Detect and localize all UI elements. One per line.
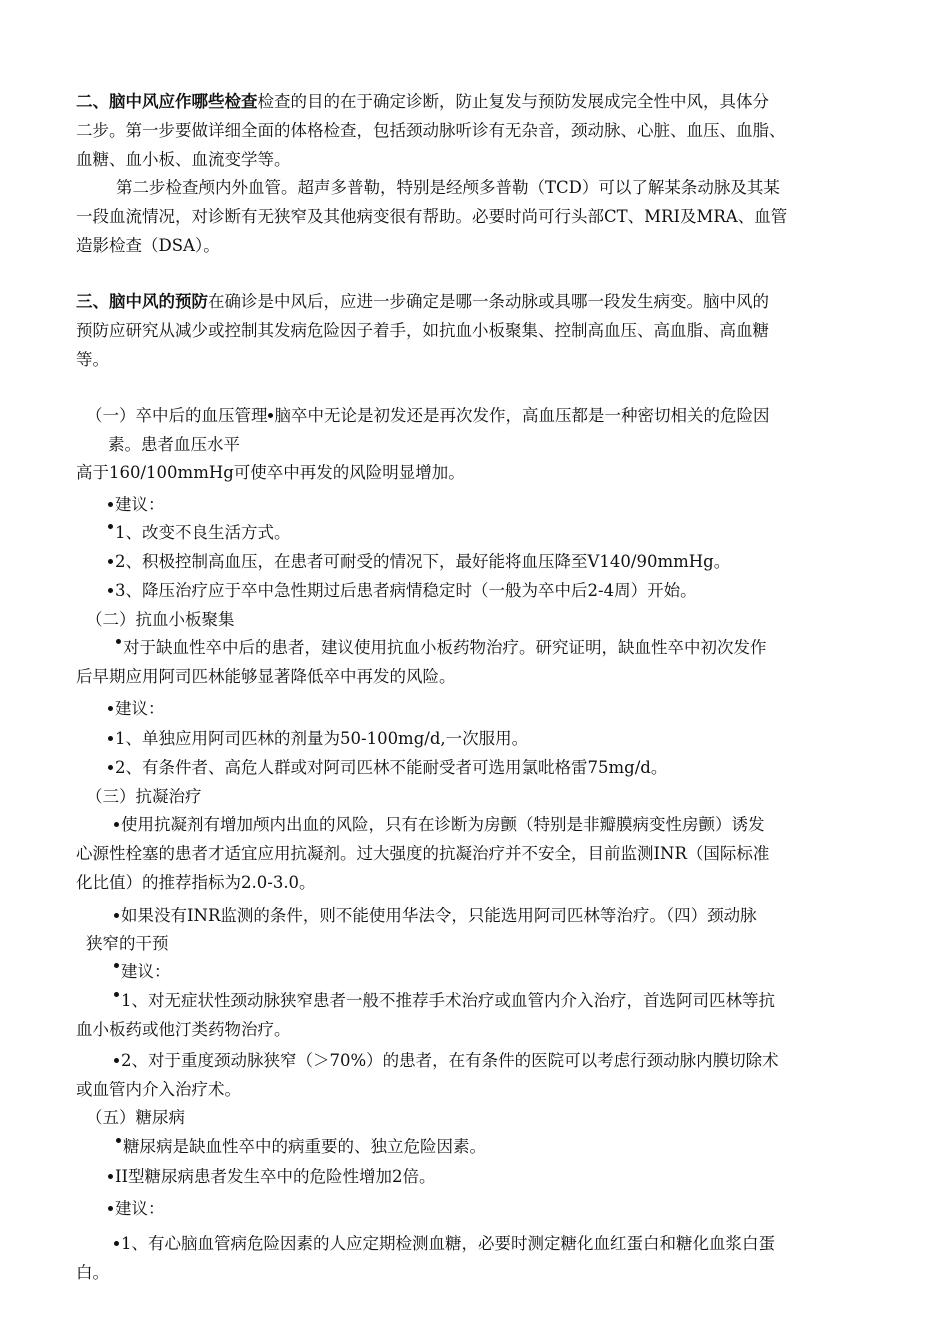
- bullet-icon: [114, 913, 119, 918]
- part5-line2: II型糖尿病患者发生卒中的危险性增加2倍。: [108, 1167, 436, 1187]
- bullet-icon: [114, 963, 119, 968]
- bullet-icon: [108, 524, 113, 529]
- part4-item1: 1、对无症状性颈动脉狭窄患者一般不推荐手术治疗或血管内介入治疗，首选阿司匹林等抗: [114, 991, 775, 1011]
- bullet-icon: [108, 559, 113, 564]
- part3-line1: 使用抗凝剂有增加颅内出血的风险，只有在诊断为房颤（特别是非瓣膜病变性房颤）诱发: [114, 815, 765, 835]
- bullet-icon: [268, 413, 273, 418]
- part2-line1: 对于缺血性卒中后的患者，建议使用抗血小板药物治疗。研究证明，缺血性卒中初次发作: [116, 638, 767, 658]
- part1-heading: （一）卒中后的血压管理: [86, 406, 268, 425]
- part1-item2: 2、积极控制高血压，在患者可耐受的情况下，最好能将血压降至V140/90mmHg。: [108, 552, 730, 572]
- part1-advice: 建议：: [108, 495, 165, 515]
- part2-item1: 1、单独应用阿司匹林的剂量为50-100mg/d,一次服用。: [108, 729, 528, 749]
- section3-line1: [76, 292, 769, 312]
- bullet-icon: [108, 502, 113, 507]
- section3-text: 在确诊是中风后，应进一步确定是哪一条动脉或具哪一段发生病变。脑中风的: [208, 292, 769, 311]
- part2-heading: （二）抗血小板聚集: [86, 610, 235, 629]
- section2-line1: [76, 92, 769, 112]
- section2-line4: 第二步检查颅内外血管。超声多普勒，特别是经颅多普勒（TCD）可以了解某条动脉及其某: [116, 178, 780, 197]
- part4-item1-cont: 血小板药或他汀类药物治疗。: [76, 1020, 291, 1039]
- section2-line2: 二步。第一步要做详细全面的体格检查，包括颈动脉听诊有无杂音，颈动脉、心脏、血压、血脂、: [76, 121, 786, 140]
- part1-line1: [86, 406, 770, 426]
- bullet-icon: [114, 1058, 119, 1063]
- part1-text: 脑卒中无论是初发还是再次发作，高血压都是一种密切相关的危险因: [274, 406, 770, 425]
- bullet-icon: [116, 1138, 121, 1143]
- bullet-icon: [116, 639, 121, 644]
- bullet-icon: [114, 1241, 119, 1246]
- bullet-icon: [114, 822, 119, 827]
- bullet-icon: [108, 736, 113, 741]
- section3-heading: 三、脑中风的预防: [76, 292, 208, 311]
- part1-item3: 3、降压治疗应于卒中急性期过后患者病情稳定时（一般为卒中后2-4周）开始。: [108, 581, 697, 601]
- part3-heading: （三）抗凝治疗: [86, 787, 202, 806]
- part1-line2: 素。患者血压水平: [108, 435, 240, 454]
- bullet-icon: [108, 1206, 113, 1211]
- part3-line2: 心源性栓塞的患者才适宜应用抗凝剂。过大强度的抗凝治疗并不安全，目前监测INR（国际标准: [76, 844, 770, 863]
- part5-heading: （五）糖尿病: [86, 1108, 185, 1127]
- part4-advice: 建议：: [114, 962, 171, 982]
- section2-text: 检查的目的在于确定诊断，防止复发与预防发展成完全性中风，具体分: [257, 92, 769, 111]
- part5-item1-cont: 白。: [76, 1263, 109, 1282]
- section2-line3: 血糖、血小板、血流变学等。: [76, 150, 291, 169]
- bullet-icon: [108, 588, 113, 593]
- part1-item1: 1、改变不良生活方式。: [108, 523, 291, 543]
- part5-line1: 糖尿病是缺血性卒中的病重要的、独立危险因素。: [116, 1137, 486, 1157]
- part3-line5: 狭窄的干预: [86, 934, 169, 953]
- section2-line6: 造影检查（DSA）。: [76, 236, 220, 255]
- part1-line3: 高于160/100mmHg可使卒中再发的风险明显增加。: [76, 463, 465, 482]
- part5-advice: 建议：: [108, 1199, 165, 1219]
- part3-line3: 化比值）的推荐指标为2.0-3.0。: [76, 873, 316, 892]
- part4-item2: 2、对于重度颈动脉狭窄（＞70%）的患者，在有条件的医院可以考虑行颈动脉内膜切除术: [114, 1051, 779, 1071]
- part5-item1: 1、有心脑血管病危险因素的人应定期检测血糖，必要时测定糖化血红蛋白和糖化血浆白蛋: [114, 1234, 775, 1254]
- section3-line2: 预防应研究从减少或控制其发病危险因子着手，如抗血小板聚集、控制高血压、高血脂、高血糖: [76, 321, 769, 340]
- section2-heading: 二、脑中风应作哪些检查: [76, 92, 258, 111]
- part2-line2: 后早期应用阿司匹林能够显著降低卒中再发的风险。: [76, 667, 456, 686]
- section2-line5: 一段血流情况，对诊断有无狭窄及其他病变很有帮助。必要时尚可行头部CT、MRI及MRA、血管: [76, 207, 788, 226]
- part2-item2: 2、有条件者、高危人群或对阿司匹林不能耐受者可选用氯吡格雷75mg/d。: [108, 758, 667, 778]
- bullet-icon: [114, 992, 119, 997]
- part4-item2-cont: 或血管内介入治疗术。: [76, 1080, 241, 1099]
- part2-advice: 建议：: [108, 699, 165, 719]
- part3-line4: 如果没有INR监测的条件，则不能使用华法令，只能选用阿司匹林等治疗。（四）颈动脉: [114, 906, 757, 926]
- section3-line3: 等。: [76, 350, 109, 369]
- bullet-icon: [108, 1174, 113, 1179]
- bullet-icon: [108, 765, 113, 770]
- bullet-icon: [108, 706, 113, 711]
